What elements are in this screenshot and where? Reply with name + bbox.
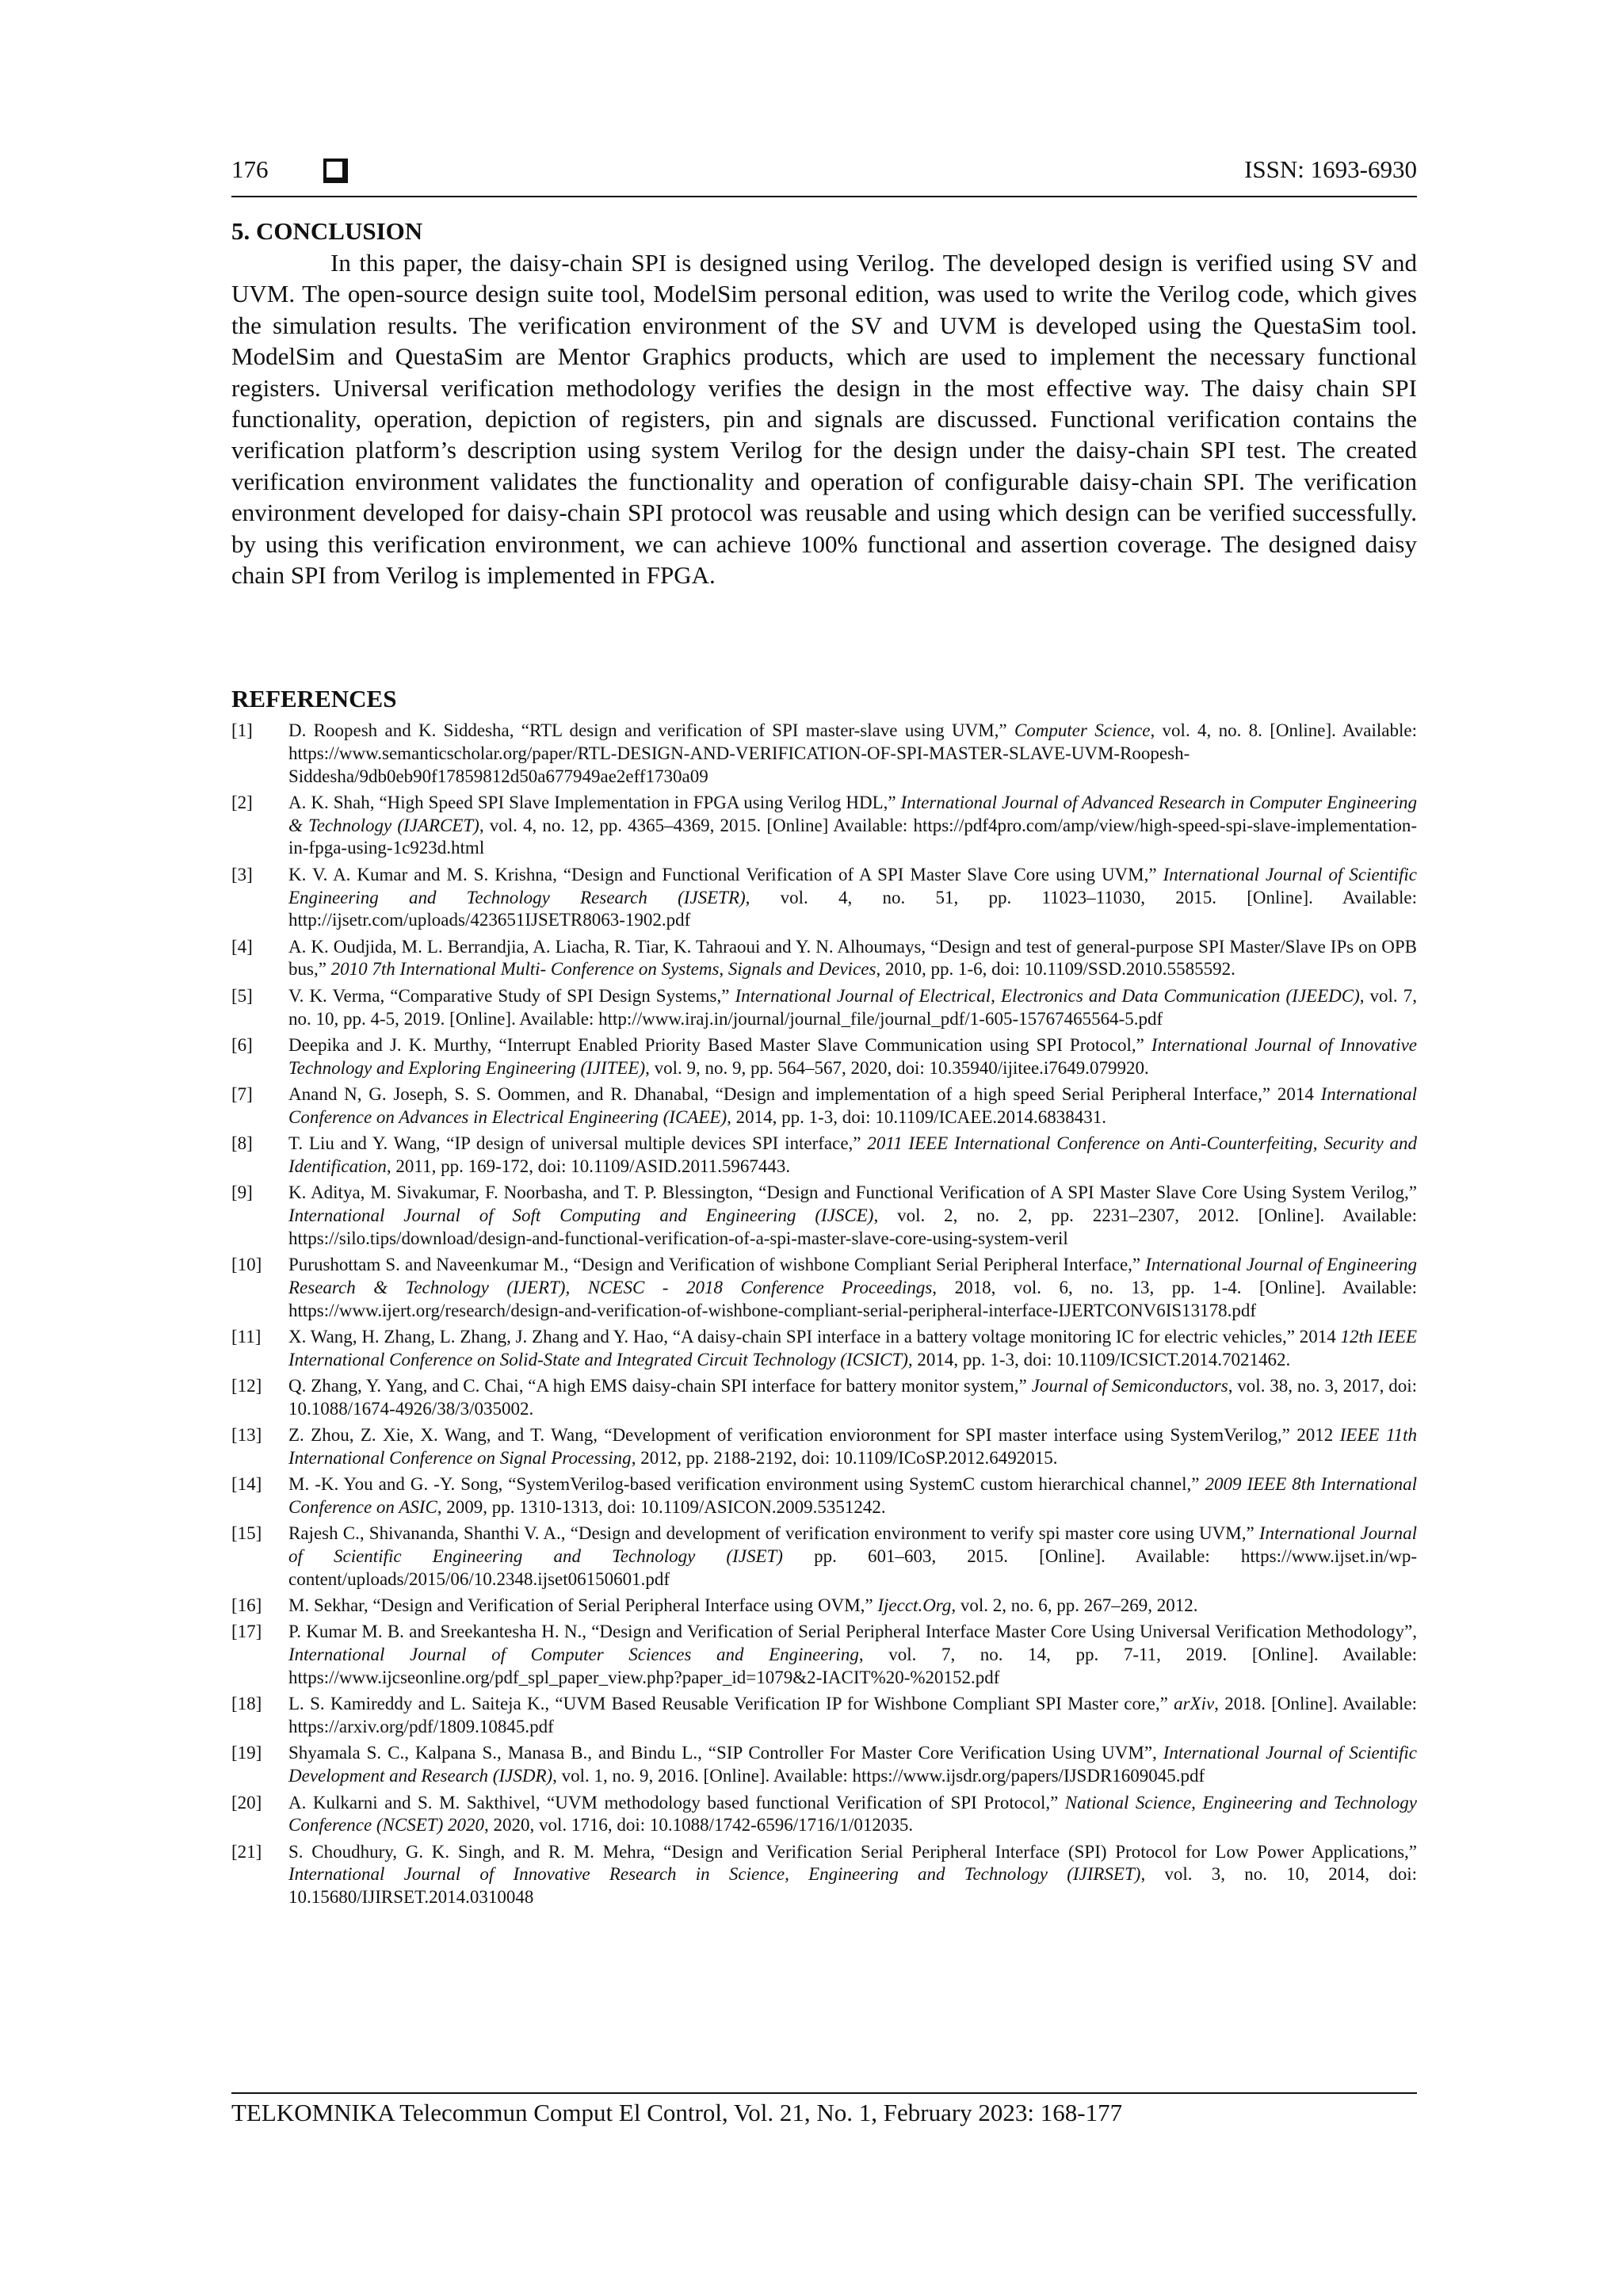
reference-venue: International Journal of Innovative Technology and Exploring Engineering (IJITEE) <box>288 1034 1418 1078</box>
reference-text: Rajesh C., Shivananda, Shanthi V. A., “Design and development of verification environment to verify spi master core using UVM,” <box>288 1523 1259 1544</box>
reference-text: , vol. 4, no. 12, pp. 4365–4369, 2015. [Online] Available: https://pdf4pro.com/amp/view/high-speed-spi-slave-implementation-in-fpga-using-1c923d.html <box>288 815 1417 858</box>
reference-item <box>231 985 1417 1031</box>
reference-venue: International Journal of Scientific Engineering and Technology Research (IJSETR) <box>288 864 1417 907</box>
conclusion-section <box>231 216 1417 590</box>
reference-item <box>231 1083 1417 1129</box>
reference-item <box>231 1792 1417 1838</box>
reference-item <box>231 1621 1417 1689</box>
reference-text: , vol. 9, no. 9, pp. 564–567, 2020, doi: 10.35940/ijitee.i7649.079920. <box>645 1057 1149 1078</box>
reference-venue: International Journal of Scientific Development and Research (IJSDR) <box>288 1743 1417 1786</box>
reference-text: Q. Zhang, Y. Yang, and C. Chai, “A high EMS daisy-chain SPI interface for battery monitor system,” <box>288 1376 1032 1396</box>
reference-text: Shyamala S. C., Kalpana S., Manasa B., and Bindu L., “SIP Controller For Master Core Verification Using UVM”, <box>288 1743 1163 1763</box>
reference-item <box>231 1424 1417 1470</box>
reference-text: M. Sekhar, “Design and Verification of Serial Peripheral Interface using OVM,” <box>288 1595 878 1616</box>
section-title: 5. CONCLUSION <box>231 217 423 245</box>
reference-venue: IEEE 11th International Conference on Signal Processing <box>288 1425 1417 1468</box>
reference-venue: Ijecct.Org, <box>877 1595 957 1616</box>
reference-item <box>231 936 1417 982</box>
reference-item <box>231 1375 1417 1421</box>
square-bullet-icon <box>323 159 348 183</box>
reference-item <box>231 1034 1417 1080</box>
reference-number: [21] <box>231 1841 262 1862</box>
reference-item <box>231 1326 1417 1372</box>
reference-text: , 2012, pp. 2188-2192, doi: 10.1109/ICoSP.2012.6492015. <box>631 1447 1058 1468</box>
reference-number: [19] <box>231 1743 262 1763</box>
reference-text: D. Roopesh and K. Siddesha, “RTL design and verification of SPI master-slave using UVM,” <box>288 720 1014 740</box>
reference-text: P. Kumar M. B. and Sreekantesha H. N., “Design and Verification of Serial Peripheral Interface Master Core Using Universal Verification Methodology”, <box>288 1622 1417 1642</box>
reference-venue: 2009 IEEE 8th International Conference on ASIC <box>288 1474 1417 1517</box>
reference-text: , vol. 2, no. 2, pp. 2231–2307, 2012. [Online]. Available: https://silo.tips/download/design-and-functional-verification-of-a-spi-master-slave-core-using-system-veril <box>288 1205 1417 1248</box>
reference-text: S. Choudhury, G. K. Singh, and R. M. Mehra, “Design and Verification Serial Peripheral Interface (SPI) Protocol for Low Power Applications,” <box>288 1841 1417 1862</box>
reference-number: [18] <box>231 1694 262 1714</box>
reference-venue: Computer Science <box>1014 720 1151 740</box>
reference-number: [4] <box>231 936 253 957</box>
reference-venue: International Journal of Electrical, Electronics and Data Communication (IJEEDC) <box>735 985 1360 1006</box>
reference-number: [14] <box>231 1474 262 1495</box>
reference-venue: National Science, Engineering and Technology Conference (NCSET) 2020 <box>288 1792 1417 1836</box>
reference-number: [13] <box>231 1425 262 1446</box>
reference-number: [10] <box>231 1255 262 1275</box>
reference-text: K. V. A. Kumar and M. S. Krishna, “Design and Functional Verification of A SPI Master Slave Core using UVM,” <box>288 864 1163 884</box>
reference-text: M. -K. You and G. -Y. Song, “SystemVerilog-based verification environment using SystemC custom hierarchical channel,” <box>288 1474 1205 1495</box>
reference-text: 2014, pp. 1-3, doi: 10.1109/ICAEE.2014.6838431. <box>731 1106 1107 1127</box>
reference-number: [20] <box>231 1792 262 1813</box>
reference-number: [5] <box>231 985 253 1006</box>
reference-text: , vol. 4, no. 51, pp. 11023–11030, 2015. [Online]. Available: http://ijsetr.com/uploads/423651IJSETR8063-1902.pdf <box>288 887 1417 930</box>
reference-text: vol. 2, no. 6, pp. 267–269, 2012. <box>956 1595 1198 1616</box>
reference-text: K. Aditya, M. Sivakumar, F. Noorbasha, and T. P. Blessington, “Design and Functional Verification of A SPI Master Slave Core Using System Verilog,” <box>288 1182 1417 1203</box>
issn-label: ISSN: 1693-6930 <box>1244 155 1417 183</box>
reference-number: [15] <box>231 1523 262 1544</box>
reference-venue: International Journal of Engineering Research & Technology (IJERT), NCESC - 2018 Conference Proceedings <box>288 1255 1418 1297</box>
references-section <box>231 683 1417 1913</box>
reference-text: Anand N, G. Joseph, S. S. Oommen, and R. Dhanabal, “Design and implementation of a high speed Serial Peripheral Interface,” 2014 <box>288 1083 1321 1104</box>
reference-venue: International Journal of Advanced Research in Computer Engineering & Technology (IJARCET) <box>288 792 1418 835</box>
reference-venue: International Journal of Innovative Research in Science, Engineering and Technology (IJIRSET) <box>288 1864 1141 1885</box>
reference-number: [6] <box>231 1034 253 1055</box>
reference-text: , vol. 38, no. 3, 2017, doi: 10.1088/1674-4926/38/3/035002. <box>288 1376 1418 1419</box>
reference-text: Z. Zhou, Z. Xie, X. Wang, and T. Wang, “Development of verification envioronment for SPI master interface using SystemVerilog,” 2012 <box>288 1425 1340 1446</box>
reference-number: [11] <box>231 1326 262 1347</box>
reference-number: [7] <box>231 1083 253 1104</box>
page-header <box>231 155 1417 190</box>
references-title: REFERENCES <box>231 685 397 712</box>
reference-item <box>231 720 1417 788</box>
reference-text: , 2010, pp. 1-6, doi: 10.1109/SSD.2010.5585592. <box>876 959 1235 980</box>
reference-item <box>231 1841 1417 1909</box>
reference-text: pp. 601–603, 2015. [Online]. Available: https://www.ijset.in/wp-content/uploads/2015/06/10.2348.ijset06150601.pdf <box>288 1546 1418 1589</box>
reference-item <box>231 1133 1417 1179</box>
reference-number: [16] <box>231 1595 262 1616</box>
journal-footer: TELKOMNIKA Telecommun Comput El Control, Vol. 21, No. 1, February 2023: 168-177 <box>231 2099 1123 2126</box>
reference-text: , 2011, pp. 169-172, doi: 10.1109/ASID.2011.5967443. <box>386 1156 791 1176</box>
reference-item <box>231 1693 1417 1739</box>
reference-text: A. K. Oudjida, M. L. Berrandjia, A. Liacha, R. Tiar, K. Tahraoui and Y. N. Alhoumays, “Design and test of general-purpose SPI Master/Slave IPs on OPB bus,” <box>288 936 1417 980</box>
reference-number: [3] <box>231 864 253 884</box>
footer-rule <box>231 2092 1417 2094</box>
reference-text: A. K. Shah, “High Speed SPI Slave Implementation in FPGA using Verilog HDL,” <box>288 792 901 812</box>
reference-text: X. Wang, H. Zhang, L. Zhang, J. Zhang and Y. Hao, “A daisy-chain SPI interface in a battery voltage monitoring IC for electric vehicles,” 2014 <box>288 1326 1341 1347</box>
reference-text: , vol. 4, no. 8. [Online]. Available: https://www.semanticscholar.org/paper/RTL-DESIGN-AND-VERIFICATION-OF-SPI-MASTER-SLAVE-UVM-Roopesh-Siddesha/9db0eb90f17859812d50a677949ae2eff1730a09 <box>288 720 1417 786</box>
reference-venue: 2010 7th International Multi- Conference on Systems, Signals and Devices <box>330 959 876 980</box>
reference-text: , vol. 1, no. 9, 2016. [Online]. Available: https://www.ijsdr.org/papers/IJSDR1609045.pdf <box>552 1766 1205 1786</box>
reference-text: Deepika and J. K. Murthy, “Interrupt Enabled Priority Based Master Slave Communication using SPI Protocol,” <box>288 1034 1151 1055</box>
reference-number: [2] <box>231 792 253 812</box>
reference-number: [17] <box>231 1622 262 1642</box>
reference-venue: 12th IEEE International Conference on Solid-State and Integrated Circuit Technology (ICSICT), <box>288 1326 1417 1370</box>
page-number: 176 <box>231 155 269 183</box>
reference-item <box>231 792 1417 860</box>
reference-text: T. Liu and Y. Wang, “IP design of universal multiple devices SPI interface,” <box>288 1133 868 1154</box>
reference-number: [12] <box>231 1376 262 1396</box>
reference-venue: Journal of Semiconductors <box>1031 1376 1228 1396</box>
reference-text: 2014, pp. 1-3, doi: 10.1109/ICSICT.2014.7021462. <box>912 1349 1291 1370</box>
reference-venue: arXiv <box>1174 1694 1215 1714</box>
reference-item <box>231 1595 1417 1618</box>
reference-item <box>231 1742 1417 1788</box>
reference-text: , 2018. [Online]. Available: https://arxiv.org/pdf/1809.10845.pdf <box>288 1694 1417 1737</box>
reference-item <box>231 1473 1417 1519</box>
reference-text: , 2020, vol. 1716, doi: 10.1088/1742-6596/1716/1/012035. <box>484 1815 914 1836</box>
conclusion-paragraph: In this paper, the daisy-chain SPI is designed using Verilog. The developed design is verified using SV and UVM. The open-source design suite tool, ModelSim personal edition, was used to write the Verilog code, which gives the simulation results. The verification environment of the SV and UVM is developed using the QuestaSim tool. ModelSim and QuestaSim are Mentor Graphics products, which are used to implement the necessary functional registers. Universal verification methodology verifies the design in the most effective way. The daisy chain SPI functionality, operation, depiction of registers, pin and signals are discussed. Functional verification contains the verification platform’s description using system Verilog for the design under the daisy-chain SPI test. The created verification environment validates the functionality and operation of configurable daisy-chain SPI. The verification environment developed for daisy-chain SPI protocol was reusable and using which design can be verified successfully. by using this verification environment, we can achieve 100% functional and assertion coverage. The designed daisy chain SPI from Verilog is implemented in FPGA. <box>231 249 1417 590</box>
reference-venue: 2011 IEEE International Conference on Anti-Counterfeiting, Security and Identification <box>288 1133 1417 1176</box>
reference-text: Purushottam S. and Naveenkumar M., “Design and Verification of wishbone Compliant Serial Peripheral Interface,” <box>288 1255 1146 1275</box>
reference-text: A. Kulkarni and S. M. Sakthivel, “UVM methodology based functional Verification of SPI Protocol,” <box>288 1792 1065 1813</box>
reference-text: , 2018, vol. 6, no. 13, pp. 1-4. [Online]. Available: https://www.ijert.org/research/design-and-verification-of-wishbone-compliant-serial-peripheral-interface-IJERTCONV6IS13178.pdf <box>288 1277 1417 1320</box>
reference-venue: International Journal of Computer Sciences and Engineering <box>288 1645 859 1665</box>
reference-venue: International Journal of Soft Computing and Engineering (IJSCE) <box>288 1205 874 1225</box>
reference-text: , vol. 7, no. 10, pp. 4-5, 2019. [Online]. Available: http://www.iraj.in/journal/journal_file/journal_pdf/1-605-15767465564-5.pdf <box>288 985 1417 1029</box>
reference-list <box>231 720 1417 1909</box>
reference-venue: International Conference on Advances in Electrical Engineering (ICAEE), <box>288 1083 1417 1127</box>
reference-item <box>231 1254 1417 1322</box>
reference-text: , vol. 3, no. 10, 2014, doi: 10.15680/IJIRSET.2014.0310048 <box>288 1864 1418 1908</box>
reference-text: L. S. Kamireddy and L. Saiteja K., “UVM Based Reusable Verification IP for Wishbone Compliant SPI Master core,” <box>288 1694 1174 1714</box>
reference-venue: International Journal of Scientific Engineering and Technology (IJSET) <box>288 1523 1417 1567</box>
reference-text: , 2009, pp. 1310-1313, doi: 10.1109/ASICON.2009.5351242. <box>437 1497 886 1517</box>
reference-text: , vol. 7, no. 14, pp. 7-11, 2019. [Online]. Available: https://www.ijcseonline.org/pdf_spl_paper_view.php?paper_id=1079&2-IACIT%20-%20152.pdf <box>288 1645 1417 1688</box>
reference-number: [8] <box>231 1133 253 1154</box>
reference-item <box>231 1522 1417 1591</box>
reference-item <box>231 1182 1417 1250</box>
reference-item <box>231 864 1417 932</box>
reference-text: V. K. Verma, “Comparative Study of SPI Design Systems,” <box>288 985 735 1006</box>
header-rule <box>231 196 1417 197</box>
reference-number: [1] <box>231 720 253 740</box>
reference-number: [9] <box>231 1182 253 1203</box>
